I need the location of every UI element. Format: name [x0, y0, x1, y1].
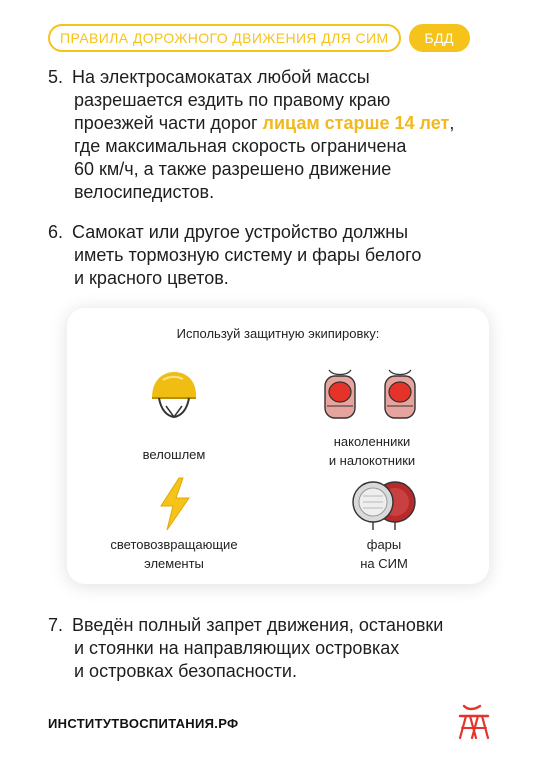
rule-5	[48, 66, 454, 204]
pads-label	[307, 432, 437, 470]
rule-5-number: 5.	[48, 67, 64, 87]
rule-7-text: Введён полный запрет движения, остановки	[72, 615, 444, 635]
lights-label-line-1: фары	[366, 537, 402, 552]
helmet-label: велошлем	[142, 447, 206, 462]
rule-6-number: 6.	[48, 222, 64, 242]
pads-label-line-2: и налокотники	[328, 453, 416, 468]
lightning-icon	[155, 476, 195, 532]
reflective-label	[89, 535, 259, 573]
rule-5-line-2: разрешается ездить по правому краю	[74, 90, 391, 110]
rule-6-line-2: иметь тормозную систему и фары белого	[74, 245, 422, 265]
age-highlight: лицам старше 14 лет	[262, 113, 450, 133]
lights-label	[329, 535, 439, 573]
rule-5-line-4: где максимальная скорость ограничена	[74, 136, 407, 156]
institute-logo-icon	[454, 702, 494, 742]
rule-6	[48, 221, 421, 290]
rule-6-line-3: и красного цветов.	[74, 268, 229, 288]
rule-7-line-2: и стоянки на направляющих островках	[74, 638, 400, 658]
pads-label-line-1: наколенники	[333, 434, 411, 449]
rule-5-line-3-post: ,	[449, 113, 455, 133]
rule-7-number: 7.	[48, 615, 64, 635]
rule-5-line-6: велосипедистов.	[74, 182, 215, 202]
header	[48, 24, 470, 52]
rule-5-text: На электросамокатах любой массы	[72, 67, 370, 87]
reflective-label-line-2: элементы	[144, 556, 204, 571]
helmet-icon	[147, 368, 201, 424]
rule-7-line-3: и островках безопасности.	[74, 661, 297, 681]
tag-pill: БДД	[409, 24, 470, 52]
knee-pads-icon	[319, 366, 431, 426]
lights-label-line-2: на СИМ	[360, 556, 408, 571]
rule-7-line-1	[48, 614, 443, 637]
rule-5-line-3	[48, 112, 454, 135]
rule-6-line-1	[48, 221, 421, 244]
card-title: Используй защитную экипировку:	[176, 326, 380, 341]
reflective-label-line-1: световозвращающие	[110, 537, 238, 552]
rule-5-line-5: 60 км/ч, а также разрешено движение	[74, 159, 392, 179]
rule-7	[48, 614, 443, 683]
site-link[interactable]: ИНСТИТУТВОСПИТАНИЯ.РФ	[48, 716, 239, 731]
rule-6-text: Самокат или другое устройство должны	[72, 222, 409, 242]
rule-5-line-1	[48, 66, 454, 89]
rule-5-line-3-pre: проезжей части дорог	[74, 113, 263, 133]
headlights-icon	[349, 476, 419, 532]
title-pill: ПРАВИЛА ДОРОЖНОГО ДВИЖЕНИЯ ДЛЯ СИМ	[48, 24, 401, 52]
equipment-card	[67, 308, 489, 584]
